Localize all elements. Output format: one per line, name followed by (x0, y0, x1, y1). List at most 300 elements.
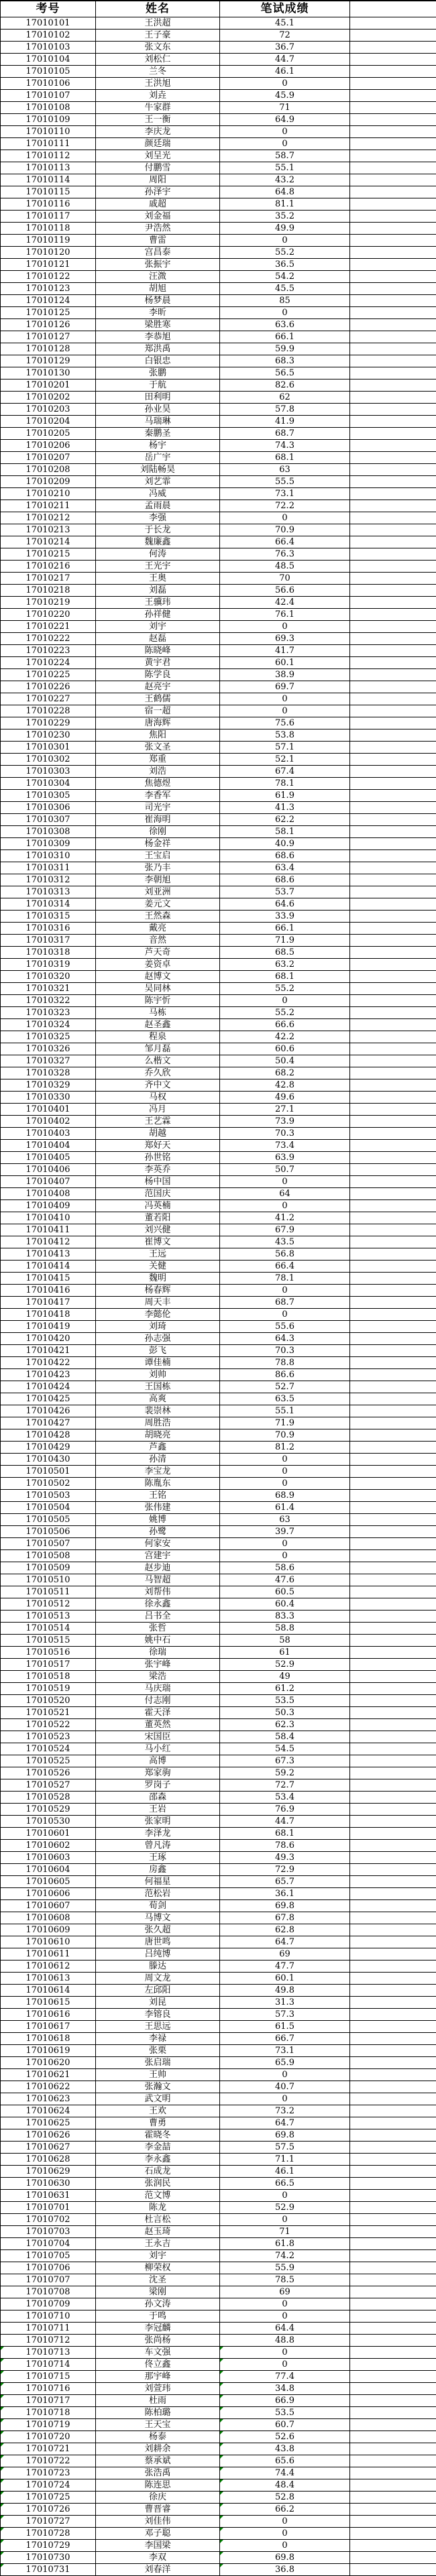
name-cell[interactable]: 于鸣 (96, 2310, 220, 2323)
score-cell[interactable]: 54.2 (220, 271, 350, 283)
name-cell[interactable]: 尹浩然 (96, 223, 220, 235)
exam-id-cell[interactable]: 17010106 (0, 78, 96, 90)
exam-id-cell[interactable]: 17010430 (0, 1454, 96, 1466)
score-cell[interactable]: 0 (220, 512, 350, 524)
name-cell[interactable]: 杨金祥 (96, 838, 220, 850)
score-cell[interactable]: 55.6 (220, 1321, 350, 1333)
name-cell[interactable]: 范国庆 (96, 1188, 220, 1200)
name-cell[interactable]: 张文东 (96, 42, 220, 54)
exam-id-cell[interactable]: 17010130 (0, 367, 96, 379)
score-cell[interactable]: 49.6 (220, 1092, 350, 1104)
score-cell[interactable]: 69.8 (220, 1900, 350, 1912)
name-cell[interactable]: 柳荣权 (96, 2262, 220, 2274)
score-cell[interactable]: 0 (220, 78, 350, 90)
score-cell[interactable]: 38.9 (220, 669, 350, 681)
score-cell[interactable]: 63.6 (220, 319, 350, 331)
score-cell[interactable]: 36.8 (220, 2564, 350, 2576)
exam-id-cell[interactable]: 17010110 (0, 126, 96, 138)
exam-id-cell[interactable]: 17010419 (0, 1321, 96, 1333)
name-cell[interactable]: 李泽龙 (96, 1828, 220, 1840)
score-cell[interactable]: 53.7 (220, 886, 350, 898)
score-cell[interactable]: 49.3 (220, 1852, 350, 1864)
name-cell[interactable]: 王骥玮 (96, 597, 220, 609)
exam-id-cell[interactable]: 17010520 (0, 1695, 96, 1707)
exam-id-cell[interactable]: 17010320 (0, 971, 96, 983)
exam-id-cell[interactable]: 17010505 (0, 1514, 96, 1526)
exam-id-cell[interactable]: 17010720 (0, 2431, 96, 2443)
exam-id-cell[interactable]: 17010509 (0, 1562, 96, 1574)
score-cell[interactable]: 45.5 (220, 283, 350, 295)
name-cell[interactable]: 徐庆 (96, 2492, 220, 2504)
name-cell[interactable]: 姜元文 (96, 898, 220, 911)
exam-id-cell[interactable]: 17010224 (0, 657, 96, 669)
score-cell[interactable]: 41.7 (220, 645, 350, 657)
score-cell[interactable]: 65.9 (220, 2057, 350, 2069)
name-cell[interactable]: 刘帅 (96, 1369, 220, 1381)
score-cell[interactable]: 67.8 (220, 1912, 350, 1924)
exam-id-cell[interactable]: 17010703 (0, 2226, 96, 2238)
score-cell[interactable]: 76.3 (220, 548, 350, 561)
name-cell[interactable]: 戴亮 (96, 923, 220, 935)
score-cell[interactable]: 57.3 (220, 2009, 350, 2021)
exam-id-cell[interactable]: 17010501 (0, 1466, 96, 1478)
exam-id-cell[interactable]: 17010530 (0, 1816, 96, 1828)
name-cell[interactable]: 邹月磊 (96, 1043, 220, 1055)
exam-id-cell[interactable]: 17010706 (0, 2262, 96, 2274)
exam-id-cell[interactable]: 17010521 (0, 1707, 96, 1719)
score-cell[interactable]: 46.1 (220, 66, 350, 78)
name-cell[interactable]: 冯英楠 (96, 1200, 220, 1212)
name-cell[interactable]: 徐刚 (96, 826, 220, 838)
score-cell[interactable]: 60.1 (220, 1973, 350, 1985)
exam-id-cell[interactable]: 17010728 (0, 2528, 96, 2540)
score-cell[interactable]: 0 (220, 705, 350, 717)
score-cell[interactable]: 68.9 (220, 1490, 350, 1502)
score-cell[interactable]: 76.9 (220, 1804, 350, 1816)
name-cell[interactable]: 李朝旭 (96, 874, 220, 886)
score-cell[interactable]: 43.5 (220, 1236, 350, 1248)
name-cell[interactable]: 邵森 (96, 1792, 220, 1804)
name-cell[interactable]: 李双 (96, 2552, 220, 2564)
exam-id-cell[interactable]: 17010329 (0, 1079, 96, 1092)
name-cell[interactable]: 程泉 (96, 1031, 220, 1043)
exam-id-cell[interactable]: 17010719 (0, 2419, 96, 2431)
name-cell[interactable]: 张乃丰 (96, 862, 220, 874)
name-cell[interactable]: 赵亮宇 (96, 681, 220, 693)
score-cell[interactable]: 52.8 (220, 2492, 350, 2504)
score-cell[interactable]: 61.8 (220, 2238, 350, 2250)
exam-id-cell[interactable]: 17010310 (0, 850, 96, 862)
exam-id-cell[interactable]: 17010511 (0, 1586, 96, 1598)
score-cell[interactable]: 66.6 (220, 1019, 350, 1031)
exam-id-cell[interactable]: 17010620 (0, 2057, 96, 2069)
exam-id-cell[interactable]: 17010722 (0, 2455, 96, 2467)
exam-id-cell[interactable]: 17010606 (0, 1888, 96, 1900)
name-cell[interactable]: 何家安 (96, 1538, 220, 1550)
name-cell[interactable]: 白银忠 (96, 355, 220, 367)
exam-id-cell[interactable]: 17010417 (0, 1297, 96, 1309)
score-cell[interactable]: 47.6 (220, 1574, 350, 1586)
name-cell[interactable]: 王铭 (96, 1490, 220, 1502)
name-cell[interactable]: 王艺霖 (96, 1116, 220, 1128)
exam-id-cell[interactable]: 17010214 (0, 536, 96, 548)
name-cell[interactable]: 王琢 (96, 1852, 220, 1864)
score-cell[interactable]: 57.1 (220, 742, 350, 754)
exam-id-cell[interactable]: 17010319 (0, 959, 96, 971)
name-cell[interactable]: 曹晋睿 (96, 2504, 220, 2516)
exam-id-cell[interactable]: 17010327 (0, 1055, 96, 1067)
exam-id-cell[interactable]: 17010103 (0, 42, 96, 54)
exam-id-cell[interactable]: 17010724 (0, 2479, 96, 2492)
name-cell[interactable]: 李禄 (96, 2033, 220, 2045)
exam-id-cell[interactable]: 17010406 (0, 1164, 96, 1176)
exam-id-cell[interactable]: 17010105 (0, 66, 96, 78)
score-cell[interactable]: 72.2 (220, 500, 350, 512)
name-cell[interactable]: 王子豪 (96, 30, 220, 42)
score-cell[interactable]: 0 (220, 2347, 350, 2359)
name-cell[interactable]: 陈宇忻 (96, 995, 220, 1007)
exam-id-cell[interactable]: 17010325 (0, 1031, 96, 1043)
score-cell[interactable]: 75.6 (220, 717, 350, 729)
name-cell[interactable]: 陈学良 (96, 669, 220, 681)
name-cell[interactable]: 梁胜寒 (96, 319, 220, 331)
name-cell[interactable]: 张宇峰 (96, 1659, 220, 1671)
score-cell[interactable]: 78.1 (220, 1273, 350, 1285)
name-cell[interactable]: 孙志强 (96, 1333, 220, 1345)
name-cell[interactable]: 兰冬 (96, 66, 220, 78)
score-cell[interactable]: 82.6 (220, 379, 350, 392)
score-cell[interactable]: 71 (220, 102, 350, 114)
exam-id-cell[interactable]: 17010425 (0, 1393, 96, 1405)
score-cell[interactable]: 58.8 (220, 1623, 350, 1635)
score-cell[interactable]: 42.2 (220, 1031, 350, 1043)
score-cell[interactable]: 68.7 (220, 428, 350, 440)
exam-id-cell[interactable]: 17010302 (0, 754, 96, 766)
exam-id-cell[interactable]: 17010222 (0, 633, 96, 645)
exam-id-cell[interactable]: 17010506 (0, 1526, 96, 1538)
name-cell[interactable]: 李强 (96, 512, 220, 524)
exam-id-cell[interactable]: 17010213 (0, 524, 96, 536)
name-cell[interactable]: 杨梦晨 (96, 295, 220, 307)
name-cell[interactable]: 付志刚 (96, 1695, 220, 1707)
exam-id-cell[interactable]: 17010116 (0, 198, 96, 211)
exam-id-cell[interactable]: 17010303 (0, 766, 96, 778)
score-cell[interactable]: 66.1 (220, 923, 350, 935)
exam-id-cell[interactable]: 17010306 (0, 802, 96, 814)
score-cell[interactable]: 66.2 (220, 2504, 350, 2516)
score-cell[interactable]: 63 (220, 1514, 350, 1526)
score-cell[interactable]: 81.1 (220, 198, 350, 211)
name-cell[interactable]: 孙业昊 (96, 404, 220, 416)
exam-id-cell[interactable]: 17010410 (0, 1212, 96, 1224)
score-cell[interactable]: 45.9 (220, 90, 350, 102)
name-cell[interactable]: 张家明 (96, 1816, 220, 1828)
name-cell[interactable]: 刘兴健 (96, 1224, 220, 1236)
score-cell[interactable]: 0 (220, 2298, 350, 2310)
exam-id-cell[interactable]: 17010727 (0, 2516, 96, 2528)
score-cell[interactable]: 49.8 (220, 1985, 350, 1997)
name-cell[interactable]: 刘耕余 (96, 2443, 220, 2455)
exam-id-cell[interactable]: 17010621 (0, 2069, 96, 2081)
exam-id-cell[interactable]: 17010604 (0, 1864, 96, 1876)
score-cell[interactable]: 63.4 (220, 862, 350, 874)
exam-id-cell[interactable]: 17010111 (0, 138, 96, 150)
exam-id-cell[interactable]: 17010330 (0, 1092, 96, 1104)
exam-id-cell[interactable]: 17010429 (0, 1442, 96, 1454)
score-cell[interactable]: 50.4 (220, 1055, 350, 1067)
name-cell[interactable]: 车文强 (96, 2347, 220, 2359)
score-cell[interactable]: 0 (220, 1309, 350, 1321)
score-cell[interactable]: 56.6 (220, 585, 350, 597)
name-cell[interactable]: 王然森 (96, 911, 220, 923)
name-cell[interactable]: 李懿伦 (96, 1309, 220, 1321)
score-cell[interactable]: 73.1 (220, 2045, 350, 2057)
exam-id-cell[interactable]: 17010427 (0, 1417, 96, 1429)
score-cell[interactable]: 41.3 (220, 802, 350, 814)
exam-id-cell[interactable]: 17010314 (0, 898, 96, 911)
exam-id-cell[interactable]: 17010102 (0, 30, 96, 42)
exam-id-cell[interactable]: 17010326 (0, 1043, 96, 1055)
exam-id-cell[interactable]: 17010731 (0, 2564, 96, 2576)
exam-id-cell[interactable]: 17010608 (0, 1912, 96, 1924)
score-cell[interactable]: 64.3 (220, 1333, 350, 1345)
name-cell[interactable]: 王永吉 (96, 2238, 220, 2250)
score-cell[interactable]: 62 (220, 392, 350, 404)
exam-id-cell[interactable]: 17010507 (0, 1538, 96, 1550)
name-cell[interactable]: 郑家驹 (96, 1767, 220, 1779)
name-cell[interactable]: 李庆龙 (96, 126, 220, 138)
exam-id-cell[interactable]: 17010510 (0, 1574, 96, 1586)
exam-id-cell[interactable]: 17010122 (0, 271, 96, 283)
name-cell[interactable]: 孟雨晨 (96, 500, 220, 512)
name-cell[interactable]: 赵步迪 (96, 1562, 220, 1574)
score-cell[interactable]: 56.8 (220, 1248, 350, 1261)
score-cell[interactable]: 60.5 (220, 1586, 350, 1598)
name-cell[interactable]: 邓子聪 (96, 2528, 220, 2540)
name-cell[interactable]: 于长龙 (96, 524, 220, 536)
exam-id-cell[interactable]: 17010516 (0, 1647, 96, 1659)
name-cell[interactable]: 姜资卓 (96, 959, 220, 971)
exam-id-cell[interactable]: 17010313 (0, 886, 96, 898)
exam-id-cell[interactable]: 17010201 (0, 379, 96, 392)
name-cell[interactable]: 董英然 (96, 1719, 220, 1731)
score-cell[interactable]: 55.1 (220, 162, 350, 174)
exam-id-cell[interactable]: 17010307 (0, 814, 96, 826)
name-cell[interactable]: 郑好天 (96, 1140, 220, 1152)
score-cell[interactable]: 71.1 (220, 2154, 350, 2166)
score-cell[interactable]: 62.3 (220, 1719, 350, 1731)
name-cell[interactable]: 赵博文 (96, 971, 220, 983)
name-cell[interactable]: 徐永鑫 (96, 1598, 220, 1611)
score-cell[interactable]: 61.9 (220, 790, 350, 802)
score-cell[interactable]: 27.1 (220, 1104, 350, 1116)
score-cell[interactable]: 74.4 (220, 2467, 350, 2479)
exam-id-cell[interactable]: 17010202 (0, 392, 96, 404)
exam-id-cell[interactable]: 17010407 (0, 1176, 96, 1188)
name-cell[interactable]: 张启瑞 (96, 2057, 220, 2069)
exam-id-cell[interactable]: 17010713 (0, 2347, 96, 2359)
exam-id-cell[interactable]: 17010305 (0, 790, 96, 802)
exam-id-cell[interactable]: 17010120 (0, 247, 96, 259)
score-cell[interactable]: 71.9 (220, 1417, 350, 1429)
exam-id-cell[interactable]: 17010416 (0, 1285, 96, 1297)
exam-id-cell[interactable]: 17010702 (0, 2214, 96, 2226)
exam-id-cell[interactable]: 17010221 (0, 621, 96, 633)
name-cell[interactable]: 张瀚文 (96, 2081, 220, 2093)
name-cell[interactable]: 杨春辉 (96, 1285, 220, 1297)
name-cell[interactable]: 何涛 (96, 548, 220, 561)
score-cell[interactable]: 55.2 (220, 983, 350, 995)
score-cell[interactable]: 0 (220, 2214, 350, 2226)
exam-id-cell[interactable]: 17010518 (0, 1671, 96, 1683)
exam-id-cell[interactable]: 17010411 (0, 1224, 96, 1236)
score-cell[interactable]: 69.3 (220, 633, 350, 645)
name-cell[interactable]: 刘琦 (96, 1321, 220, 1333)
score-cell[interactable]: 64.6 (220, 898, 350, 911)
score-cell[interactable]: 62.2 (220, 814, 350, 826)
exam-id-cell[interactable]: 17010601 (0, 1828, 96, 1840)
score-cell[interactable]: 59.9 (220, 343, 350, 355)
name-cell[interactable]: 秦鹏圣 (96, 428, 220, 440)
name-cell[interactable]: 荀剑 (96, 1900, 220, 1912)
score-cell[interactable]: 58.1 (220, 826, 350, 838)
exam-id-cell[interactable]: 17010628 (0, 2154, 96, 2166)
name-cell[interactable]: 司光宇 (96, 802, 220, 814)
exam-id-cell[interactable]: 17010404 (0, 1140, 96, 1152)
exam-id-cell[interactable]: 17010409 (0, 1200, 96, 1212)
score-cell[interactable]: 61.4 (220, 1502, 350, 1514)
name-cell[interactable]: 马庆瑞 (96, 1683, 220, 1695)
name-cell[interactable]: 张栗 (96, 2045, 220, 2057)
score-cell[interactable]: 61 (220, 1647, 350, 1659)
name-cell[interactable]: 高博 (96, 1755, 220, 1767)
name-cell[interactable]: 张振宇 (96, 259, 220, 271)
name-cell[interactable]: 王鹤儒 (96, 693, 220, 705)
score-cell[interactable]: 66.4 (220, 1261, 350, 1273)
exam-id-cell[interactable]: 17010525 (0, 1755, 96, 1767)
score-cell[interactable]: 76.1 (220, 609, 350, 621)
exam-id-cell[interactable]: 17010112 (0, 150, 96, 162)
name-cell[interactable]: 李镕良 (96, 2009, 220, 2021)
score-cell[interactable]: 73.4 (220, 1140, 350, 1152)
exam-id-cell[interactable]: 17010216 (0, 561, 96, 573)
score-cell[interactable]: 78.1 (220, 778, 350, 790)
exam-id-cell[interactable]: 17010705 (0, 2250, 96, 2262)
name-cell[interactable]: 崔博文 (96, 1236, 220, 1248)
score-cell[interactable]: 60.6 (220, 1043, 350, 1055)
name-cell[interactable]: 王洪旭 (96, 78, 220, 90)
score-cell[interactable]: 68.1 (220, 971, 350, 983)
score-cell[interactable]: 86.6 (220, 1369, 350, 1381)
name-cell[interactable]: 石成龙 (96, 2166, 220, 2178)
score-cell[interactable]: 78.5 (220, 2274, 350, 2286)
name-cell[interactable]: 魏廉鑫 (96, 536, 220, 548)
score-cell[interactable]: 83.3 (220, 1611, 350, 1623)
exam-id-cell[interactable]: 17010603 (0, 1852, 96, 1864)
score-cell[interactable]: 64.4 (220, 2323, 350, 2335)
name-cell[interactable]: 刘金福 (96, 211, 220, 223)
name-cell[interactable]: 刘亚洲 (96, 886, 220, 898)
score-cell[interactable]: 48.8 (220, 2335, 350, 2347)
exam-id-cell[interactable]: 17010129 (0, 355, 96, 367)
exam-id-cell[interactable]: 17010113 (0, 162, 96, 174)
exam-id-cell[interactable]: 17010107 (0, 90, 96, 102)
name-cell[interactable]: 冯威 (96, 488, 220, 500)
score-cell[interactable]: 42.8 (220, 1079, 350, 1092)
exam-id-cell[interactable]: 17010312 (0, 874, 96, 886)
score-cell[interactable]: 73.9 (220, 1116, 350, 1128)
name-cell[interactable]: 马博文 (96, 1912, 220, 1924)
exam-id-cell[interactable]: 17010229 (0, 717, 96, 729)
score-cell[interactable]: 66.5 (220, 2178, 350, 2190)
score-cell[interactable]: 64 (220, 1188, 350, 1200)
name-cell[interactable]: 谭佳楠 (96, 1357, 220, 1369)
exam-id-cell[interactable]: 17010504 (0, 1502, 96, 1514)
exam-id-cell[interactable]: 17010607 (0, 1900, 96, 1912)
name-cell[interactable]: 唐海辉 (96, 717, 220, 729)
score-cell[interactable]: 70 (220, 573, 350, 585)
name-cell[interactable]: 刘春洋 (96, 2564, 220, 2576)
score-cell[interactable]: 0 (220, 235, 350, 247)
name-cell[interactable]: 杨中国 (96, 1176, 220, 1188)
name-cell[interactable]: 赵玉琦 (96, 2226, 220, 2238)
exam-id-cell[interactable]: 17010624 (0, 2105, 96, 2117)
score-cell[interactable]: 74.2 (220, 2250, 350, 2262)
score-cell[interactable]: 77.4 (220, 2371, 350, 2383)
exam-id-cell[interactable]: 17010218 (0, 585, 96, 597)
name-cell[interactable]: 董若阳 (96, 1212, 220, 1224)
name-cell[interactable]: 汪溦 (96, 271, 220, 283)
score-cell[interactable]: 63 (220, 464, 350, 476)
name-cell[interactable]: 王光宇 (96, 561, 220, 573)
score-cell[interactable]: 53.8 (220, 729, 350, 742)
score-cell[interactable]: 67.4 (220, 766, 350, 778)
score-cell[interactable]: 64.8 (220, 186, 350, 198)
score-cell[interactable]: 39.7 (220, 1526, 350, 1538)
score-cell[interactable]: 69 (220, 1948, 350, 1960)
exam-id-cell[interactable]: 17010228 (0, 705, 96, 717)
exam-id-cell[interactable]: 17010323 (0, 1007, 96, 1019)
name-cell[interactable]: 范文博 (96, 2190, 220, 2202)
name-cell[interactable]: 陈柏璐 (96, 2407, 220, 2419)
name-cell[interactable]: 刘垚 (96, 90, 220, 102)
name-cell[interactable]: 何福星 (96, 1876, 220, 1888)
exam-id-cell[interactable]: 17010629 (0, 2166, 96, 2178)
exam-id-cell[interactable]: 17010420 (0, 1333, 96, 1345)
score-cell[interactable]: 55.5 (220, 476, 350, 488)
exam-id-cell[interactable]: 17010612 (0, 1960, 96, 1973)
exam-id-cell[interactable]: 17010126 (0, 319, 96, 331)
name-cell[interactable]: 王洪超 (96, 17, 220, 30)
name-cell[interactable]: 周天丰 (96, 1297, 220, 1309)
score-cell[interactable]: 60.1 (220, 657, 350, 669)
score-cell[interactable]: 55.2 (220, 1007, 350, 1019)
exam-id-cell[interactable]: 17010522 (0, 1719, 96, 1731)
name-cell[interactable]: 王思远 (96, 2021, 220, 2033)
exam-id-cell[interactable]: 17010709 (0, 2298, 96, 2310)
name-cell[interactable]: 于航 (96, 379, 220, 392)
exam-id-cell[interactable]: 17010609 (0, 1924, 96, 1936)
name-cell[interactable]: 吕纯博 (96, 1948, 220, 1960)
exam-id-cell[interactable]: 17010717 (0, 2395, 96, 2407)
column-header-written-score[interactable]: 笔试成绩 (220, 0, 350, 17)
exam-id-cell[interactable]: 17010324 (0, 1019, 96, 1031)
name-cell[interactable]: 李永鑫 (96, 2154, 220, 2166)
score-cell[interactable]: 58.7 (220, 150, 350, 162)
score-cell[interactable]: 61.5 (220, 2021, 350, 2033)
score-cell[interactable]: 35.2 (220, 211, 350, 223)
name-cell[interactable]: 王欢 (96, 2105, 220, 2117)
